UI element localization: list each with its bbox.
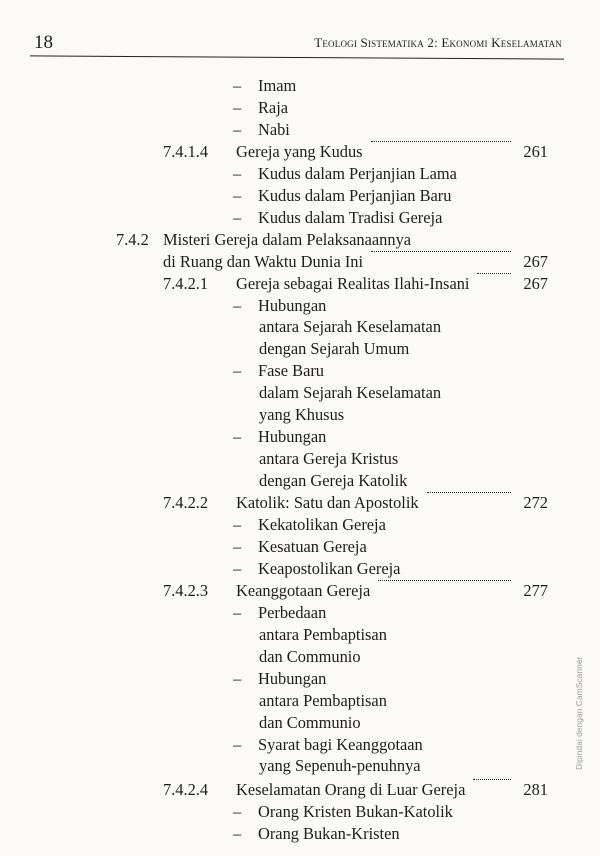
entry-text: Perbedaan <box>258 602 327 622</box>
toc-line <box>0 779 600 801</box>
toc-line <box>0 141 600 163</box>
toc-line <box>0 712 600 734</box>
toc-line <box>0 97 600 119</box>
bullet-dash: – <box>233 295 242 315</box>
toc-line <box>0 207 600 229</box>
toc-line <box>0 734 600 756</box>
page-ref: 281 <box>523 780 548 800</box>
bullet-dash: – <box>233 97 242 117</box>
entry-text: dengan Gereja Katolik <box>259 471 408 491</box>
entry-text: antara Pembaptisan <box>259 690 387 710</box>
toc-line <box>0 163 600 185</box>
entry-text: Orang Bukan-Kristen <box>258 824 400 844</box>
bullet-dash: – <box>233 668 242 688</box>
entry-text: Syarat bagi Keanggotaan <box>258 734 423 754</box>
page-ref: 267 <box>523 251 548 271</box>
toc-line <box>0 75 600 97</box>
toc-line <box>0 492 600 514</box>
page-ref: 267 <box>523 273 548 293</box>
entry-number: 7.4.1.4 <box>163 141 209 161</box>
section-number: 7.4.2 <box>116 229 149 249</box>
entry-text: dalam Sejarah Keselamatan <box>259 383 442 403</box>
bullet-dash: – <box>233 119 242 139</box>
bullet-dash: – <box>233 802 242 822</box>
entry-text: Imam <box>258 76 297 95</box>
entry-text: Misteri Gereja dalam Pelaksanaannya <box>163 229 412 249</box>
bullet-dash: – <box>233 558 242 578</box>
toc-line <box>0 382 600 404</box>
entry-text: dan Communio <box>259 646 361 666</box>
toc-line <box>0 668 600 690</box>
entry-text: Hubungan <box>258 295 327 315</box>
toc-line <box>0 119 600 141</box>
entry-text: Keanggotaan Gereja <box>236 580 371 600</box>
toc-line <box>0 624 600 646</box>
dot-leader <box>378 580 511 581</box>
entry-number: 7.4.2.3 <box>163 580 209 600</box>
entry-number: 7.4.2.4 <box>163 780 209 800</box>
running-head: Teologi Sistematika 2: Ekonomi Keselamatan <box>314 35 562 50</box>
toc-line <box>0 360 600 382</box>
bullet-dash: – <box>233 427 242 447</box>
entry-text: Orang Kristen Bukan-Katolik <box>258 802 453 822</box>
toc-line <box>0 646 600 668</box>
entry-number: 7.4.2.1 <box>163 273 209 293</box>
entry-text: Gereja yang Kudus <box>236 141 363 161</box>
bullet-dash: – <box>233 734 242 754</box>
toc-line <box>0 558 600 580</box>
dot-leader <box>371 251 511 252</box>
toc-line <box>0 514 600 536</box>
bullet-dash: – <box>233 824 242 844</box>
entry-text: antara Gereja Kristus <box>259 449 399 469</box>
toc-line <box>0 755 600 777</box>
toc-line <box>0 536 600 558</box>
entry-text: yang Khusus <box>259 405 345 425</box>
scan-watermark: Dipindai dengan CamScanner <box>574 656 584 770</box>
toc-line <box>0 316 600 338</box>
toc-line <box>0 251 600 273</box>
entry-text: Kudus dalam Perjanjian Lama <box>258 163 457 183</box>
entry-text: di Ruang dan Waktu Dunia Ini <box>163 251 364 271</box>
toc-line <box>0 229 600 251</box>
toc-line <box>0 404 600 426</box>
entry-text: Hubungan <box>258 427 327 447</box>
page-ref: 272 <box>523 493 548 513</box>
dot-leader <box>427 492 512 493</box>
toc-line <box>0 690 600 712</box>
toc-line <box>0 185 600 207</box>
entry-text: Kudus dalam Perjanjian Baru <box>258 185 452 205</box>
bullet-dash: – <box>233 76 242 95</box>
dot-leader <box>477 273 511 274</box>
entry-number: 7.4.2.2 <box>163 493 209 513</box>
toc-line <box>0 470 600 492</box>
toc-line <box>0 823 600 845</box>
bullet-dash: – <box>233 536 242 556</box>
toc-line <box>0 338 600 360</box>
entry-text: Kesatuan Gereja <box>258 536 367 556</box>
toc-line <box>0 448 600 470</box>
page-ref: 277 <box>523 580 548 600</box>
entry-text: Gereja sebagai Realitas Ilahi-Insani <box>236 273 470 293</box>
page-number: 18 <box>34 32 53 53</box>
dot-leader <box>473 779 511 780</box>
entry-text: Raja <box>258 97 289 117</box>
toc-line <box>0 602 600 624</box>
bullet-dash: – <box>233 602 242 622</box>
entry-text: Hubungan <box>258 668 327 688</box>
toc-line <box>0 801 600 823</box>
entry-text: dan Communio <box>259 712 361 732</box>
entry-text: Kudus dalam Tradisi Gereja <box>258 207 443 227</box>
bullet-dash: – <box>233 515 242 534</box>
toc-line <box>0 273 600 295</box>
entry-text: Kekatolikan Gereja <box>258 515 386 534</box>
entry-text: Keapostolikan Gereja <box>258 558 401 578</box>
toc-line <box>0 580 600 602</box>
toc-line <box>0 426 600 448</box>
entry-text: Fase Baru <box>258 361 325 381</box>
entry-text: yang Sepenuh-penuhnya <box>259 756 421 776</box>
bullet-dash: – <box>233 207 242 227</box>
toc-line <box>0 295 600 317</box>
entry-text: dengan Sejarah Umum <box>259 339 410 359</box>
entry-text: antara Pembaptisan <box>259 624 387 644</box>
bullet-dash: – <box>233 163 242 183</box>
entry-text: Katolik: Satu dan Apostolik <box>236 493 419 513</box>
bullet-dash: – <box>233 185 242 205</box>
entry-text: antara Sejarah Keselamatan <box>259 317 442 337</box>
bullet-dash: – <box>233 361 242 381</box>
page-ref: 261 <box>523 141 548 161</box>
entry-text: Keselamatan Orang di Luar Gereja <box>236 780 466 800</box>
entry-text: Nabi <box>258 119 290 139</box>
dot-leader <box>371 141 512 142</box>
